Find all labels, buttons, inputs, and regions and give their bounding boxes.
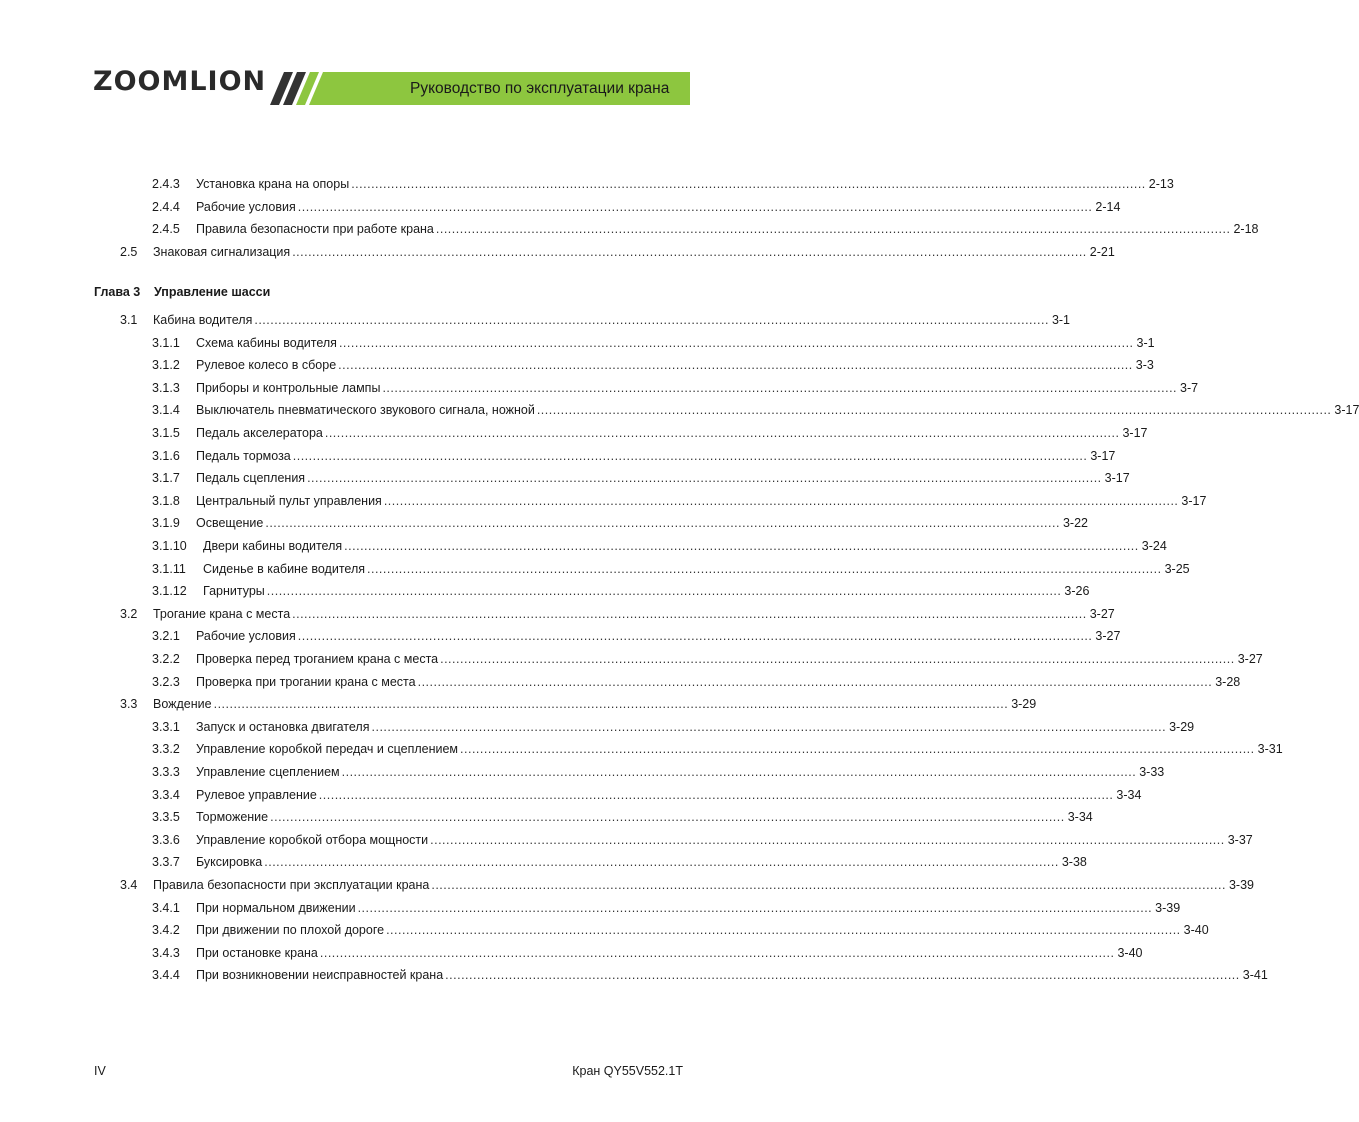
toc-entry[interactable] — [152, 625, 1121, 647]
toc-entry-title: Установка крана на опоры — [196, 177, 350, 191]
toc-entry[interactable] — [152, 354, 1154, 376]
toc-entry-page: 3-3 — [1135, 358, 1154, 373]
toc-entry-number: 3.1.7 — [152, 471, 180, 486]
toc-entry-title: Рабочие условия — [196, 629, 296, 644]
toc-entry-page: 3-38 — [1061, 855, 1087, 870]
chapter-label: Глава 3 — [94, 285, 141, 299]
toc-entry[interactable] — [152, 196, 1121, 218]
toc-entry-title: Освещение — [196, 516, 264, 531]
toc-entry[interactable] — [152, 806, 1093, 828]
toc-entry[interactable] — [152, 512, 1088, 534]
toc-entry-number: 3.1.6 — [152, 448, 180, 463]
toc-dot-leader: ........................................................................................................................................................................................................ — [382, 380, 1178, 395]
toc-entry-page: 3-25 — [1164, 561, 1190, 576]
toc-entry-page: 3-1 — [1136, 335, 1155, 350]
toc-entry-page: 3-24 — [1141, 539, 1167, 553]
toc-dot-leader: ........................................................................................................................................................................................................ — [445, 968, 1240, 983]
toc-entry-title: Сиденье в кабине водителя — [203, 561, 366, 576]
toc-entry-page: 3-27 — [1095, 629, 1121, 644]
toc-dot-leader: ........................................................................................................................................................................................................ — [367, 561, 1162, 576]
toc-entry-number: 3.4 — [120, 878, 138, 892]
toc-entry[interactable] — [120, 309, 1071, 331]
toc-entry[interactable] — [152, 377, 1199, 399]
toc-dot-leader: ........................................................................................................................................................................................................ — [265, 516, 1060, 531]
toc-entry-title: Проверка при трогании крана с места — [196, 674, 416, 689]
toc-entry[interactable] — [152, 173, 1174, 195]
toc-dot-leader: ........................................................................................................................................................................................................ — [344, 539, 1139, 553]
toc-entry-number: 3.3 — [120, 697, 138, 712]
toc-entry[interactable] — [152, 422, 1148, 444]
toc-entry-title: Запуск и остановка двигателя — [196, 719, 370, 734]
toc-entry-title: Управление коробкой передач и сцеплением — [196, 742, 459, 757]
toc-entry[interactable] — [152, 829, 1253, 851]
toc-entry-title: Кабина водителя — [153, 313, 253, 327]
toc-entry-page: 3-40 — [1183, 923, 1209, 938]
toc-entry-number: 2.4.4 — [152, 199, 180, 214]
toc-dot-leader: ........................................................................................................................................................................................................ — [318, 787, 1114, 802]
toc-dot-leader: ........................................................................................................................................................................................................ — [319, 945, 1115, 960]
toc-entry-title: Педаль сцепления — [196, 471, 306, 486]
toc-entry-number: 3.3.3 — [152, 765, 180, 779]
toc-entry-number: 3.3.1 — [152, 719, 180, 734]
toc-entry-number: 3.3.7 — [152, 855, 180, 870]
toc-entry-title: Приборы и контрольные лампы — [196, 380, 381, 395]
toc-entry-number: 3.1.10 — [152, 539, 187, 553]
toc-entry[interactable] — [152, 399, 1359, 421]
toc-entry-number: 3.1.12 — [152, 584, 187, 599]
toc-entry-number: 3.3.5 — [152, 810, 180, 825]
toc-dot-leader: ........................................................................................................................................................................................................ — [254, 313, 1049, 327]
toc-entry-title: Гарнитуры — [203, 584, 265, 599]
header-banner — [0, 0, 793, 120]
toc-entry-number: 3.4.3 — [152, 945, 180, 960]
toc-entry-page: 3-28 — [1215, 674, 1241, 689]
toc-entry-page: 3-22 — [1062, 516, 1088, 531]
toc-entry[interactable] — [152, 738, 1283, 760]
toc-dot-leader: ........................................................................................................................................................................................................ — [431, 878, 1226, 892]
toc-entry[interactable] — [152, 445, 1116, 467]
toc-entry[interactable] — [152, 761, 1165, 783]
toc-dot-leader: ........................................................................................................................................................................................................ — [430, 832, 1225, 847]
toc-dot-leader: ........................................................................................................................................................................................................ — [213, 697, 1009, 712]
toc-dot-leader: ........................................................................................................................................................................................................ — [357, 900, 1153, 915]
toc-dot-leader: ........................................................................................................................................................................................................ — [324, 426, 1120, 440]
toc-entry[interactable] — [120, 603, 1115, 625]
chapter-heading — [94, 281, 270, 303]
toc-dot-leader: ........................................................................................................................................................................................................ — [536, 403, 1332, 418]
chapter-title: Управление шасси — [154, 285, 271, 299]
toc-entry-page: 3-27 — [1089, 606, 1115, 621]
toc-entry[interactable] — [152, 851, 1087, 873]
toc-entry-number: 3.1.9 — [152, 516, 180, 531]
toc-entry[interactable] — [152, 218, 1259, 240]
toc-entry[interactable] — [120, 874, 1254, 896]
toc-entry-title: Буксировка — [196, 855, 263, 870]
toc-entry[interactable] — [152, 671, 1241, 693]
toc-entry-page: 3-29 — [1169, 719, 1195, 734]
toc-dot-leader: ........................................................................................................................................................................................................ — [297, 199, 1093, 214]
toc-entry-page: 3-17 — [1122, 426, 1148, 440]
toc-entry-number: 3.4.1 — [152, 900, 180, 915]
toc-dot-leader: ........................................................................................................................................................................................................ — [341, 765, 1137, 779]
toc-entry-title: Правила безопасности при работе крана — [196, 222, 434, 237]
toc-dot-leader: ........................................................................................................................................................................................................ — [440, 652, 1235, 666]
toc-entry-number: 3.1.5 — [152, 426, 180, 440]
toc-entry-number: 3.1.3 — [152, 380, 180, 395]
toc-entry-number: 2.4.3 — [152, 177, 180, 191]
toc-entry-number: 3.1.4 — [152, 403, 180, 418]
toc-entry-number: 3.1.1 — [152, 335, 180, 350]
toc-entry-number: 3.1.11 — [152, 561, 186, 576]
toc-entry-number: 3.2.3 — [152, 674, 180, 689]
toc-entry[interactable] — [152, 919, 1209, 941]
toc-entry[interactable] — [152, 490, 1207, 512]
toc-dot-leader: ........................................................................................................................................................................................................ — [338, 335, 1134, 350]
toc-entry-number: 3.3.6 — [152, 832, 180, 847]
toc-entry-page: 3-7 — [1180, 380, 1199, 395]
toc-entry-title: Педаль акселератора — [196, 426, 323, 440]
toc-dot-leader: ........................................................................................................................................................................................................ — [307, 471, 1102, 486]
toc-entry-page: 3-39 — [1155, 900, 1181, 915]
toc-entry[interactable] — [152, 332, 1155, 354]
toc-dot-leader: ........................................................................................................................................................................................................ — [338, 358, 1133, 373]
toc-dot-leader: ........................................................................................................................................................................................................ — [292, 606, 1087, 621]
toc-entry-number: 3.2.2 — [152, 652, 180, 666]
toc-dot-leader: ........................................................................................................................................................................................................ — [435, 222, 1231, 237]
toc-entry-title: Выключатель пневматического звукового сигнала, ножной — [196, 403, 535, 418]
toc-entry-title: Рулевое управление — [196, 787, 317, 802]
toc-entry-page: 2-18 — [1233, 222, 1259, 237]
toc-entry[interactable] — [152, 648, 1263, 670]
toc-entry-title: Знаковая сигнализация — [153, 244, 291, 259]
toc-dot-leader: ........................................................................................................................................................................................................ — [460, 742, 1255, 757]
toc-entry-number: 3.3.2 — [152, 742, 180, 757]
toc-entry[interactable] — [152, 784, 1142, 806]
toc-entry-title: Рабочие условия — [196, 199, 296, 214]
toc-entry-number: 3.2.1 — [152, 629, 180, 644]
toc-entry-number: 2.5 — [120, 244, 138, 259]
toc-dot-leader: ........................................................................................................................................................................................................ — [297, 629, 1093, 644]
toc-entry-number: 3.1.2 — [152, 358, 180, 373]
toc-entry-page: 3-37 — [1227, 832, 1253, 847]
toc-entry-page: 3-17 — [1334, 403, 1359, 418]
document-name: Кран QY55V552.1T — [572, 1064, 683, 1078]
toc-dot-leader: ........................................................................................................................................................................................................ — [264, 855, 1059, 870]
toc-entry[interactable] — [120, 241, 1115, 263]
page-header — [0, 0, 793, 120]
toc-entry-page: 3-17 — [1104, 471, 1130, 486]
toc-entry[interactable] — [120, 693, 1037, 715]
toc-entry-page: 3-31 — [1257, 742, 1283, 757]
toc-entry-number: 3.1 — [120, 313, 138, 327]
toc-dot-leader: ........................................................................................................................................................................................................ — [383, 493, 1179, 508]
toc-entry-title: Управление коробкой отбора мощности — [196, 832, 429, 847]
toc-entry-title: Трогание крана с места — [153, 606, 291, 621]
toc-entry-page: 3-27 — [1237, 652, 1263, 666]
toc-entry-title: Правила безопасности при эксплуатации крана — [153, 878, 430, 892]
toc-entry-title: При движении по плохой дороге — [196, 923, 385, 938]
toc-entry-title: Двери кабины водителя — [203, 539, 343, 553]
toc-entry-number: 3.3.4 — [152, 787, 180, 802]
toc-dot-leader: ........................................................................................................................................................................................................ — [386, 923, 1181, 938]
toc-entry[interactable] — [152, 580, 1090, 602]
toc-entry-title: При остановке крана — [196, 945, 318, 960]
toc-entry-number: 2.4.5 — [152, 222, 180, 237]
toc-entry-page: 3-34 — [1067, 810, 1093, 825]
toc-entry-page: 2-21 — [1089, 244, 1115, 259]
toc-entry-title: Педаль тормоза — [196, 448, 291, 463]
toc-entry[interactable] — [152, 897, 1181, 919]
toc-entry-page: 3-29 — [1011, 697, 1037, 712]
zoomlion-logo: ZOOMLION — [93, 66, 267, 97]
toc-entry-title: Рулевое колесо в сборе — [196, 358, 337, 373]
toc-entry-page: 3-33 — [1139, 765, 1165, 779]
toc-entry-page: 2-13 — [1148, 177, 1174, 191]
toc-entry[interactable] — [152, 942, 1143, 964]
page-number: IV — [94, 1064, 106, 1078]
toc-dot-leader: ........................................................................................................................................................................................................ — [371, 719, 1167, 734]
toc-entry[interactable] — [152, 558, 1190, 580]
toc-entry-title: Схема кабины водителя — [196, 335, 337, 350]
toc-entry-title: При возникновении неисправностей крана — [196, 968, 444, 983]
toc-entry-page: 3-34 — [1116, 787, 1142, 802]
toc-entry-page: 2-14 — [1095, 199, 1121, 214]
toc-entry[interactable] — [152, 964, 1268, 986]
toc-entry-page: 3-1 — [1051, 313, 1071, 327]
toc-entry-title: Торможение — [196, 810, 269, 825]
toc-entry-number: 3.4.4 — [152, 968, 180, 983]
toc-entry-title: При нормальном движении — [196, 900, 356, 915]
toc-entry-title: Центральный пульт управления — [196, 493, 382, 508]
toc-entry-title: Проверка перед троганием крана с места — [196, 652, 439, 666]
toc-entry-number: 3.1.8 — [152, 493, 180, 508]
toc-entry-title: Управление сцеплением — [196, 765, 340, 779]
toc-entry-number: 3.4.2 — [152, 923, 180, 938]
toc-dot-leader: ........................................................................................................................................................................................................ — [351, 177, 1146, 191]
toc-entry-page: 3-17 — [1181, 493, 1207, 508]
toc-entry-page: 3-39 — [1228, 878, 1254, 892]
toc-entry-page: 3-41 — [1242, 968, 1268, 983]
toc-entry-page: 3-40 — [1117, 945, 1143, 960]
toc-entry-number: 3.2 — [120, 606, 138, 621]
toc-entry[interactable] — [152, 535, 1167, 557]
toc-entry-title: Вождение — [153, 697, 212, 712]
toc-entry-page: 3-17 — [1090, 448, 1116, 463]
toc-dot-leader: ........................................................................................................................................................................................................ — [292, 448, 1088, 463]
toc-dot-leader: ........................................................................................................................................................................................................ — [417, 674, 1213, 689]
toc-entry-page: 3-26 — [1064, 584, 1090, 599]
toc-dot-leader: ........................................................................................................................................................................................................ — [292, 244, 1087, 259]
manual-title: Руководство по эксплуатации крана — [410, 80, 670, 97]
toc-entry[interactable] — [152, 716, 1195, 738]
toc-dot-leader: ........................................................................................................................................................................................................ — [270, 810, 1065, 825]
toc-entry[interactable] — [152, 467, 1130, 489]
toc-dot-leader: ........................................................................................................................................................................................................ — [266, 584, 1062, 599]
